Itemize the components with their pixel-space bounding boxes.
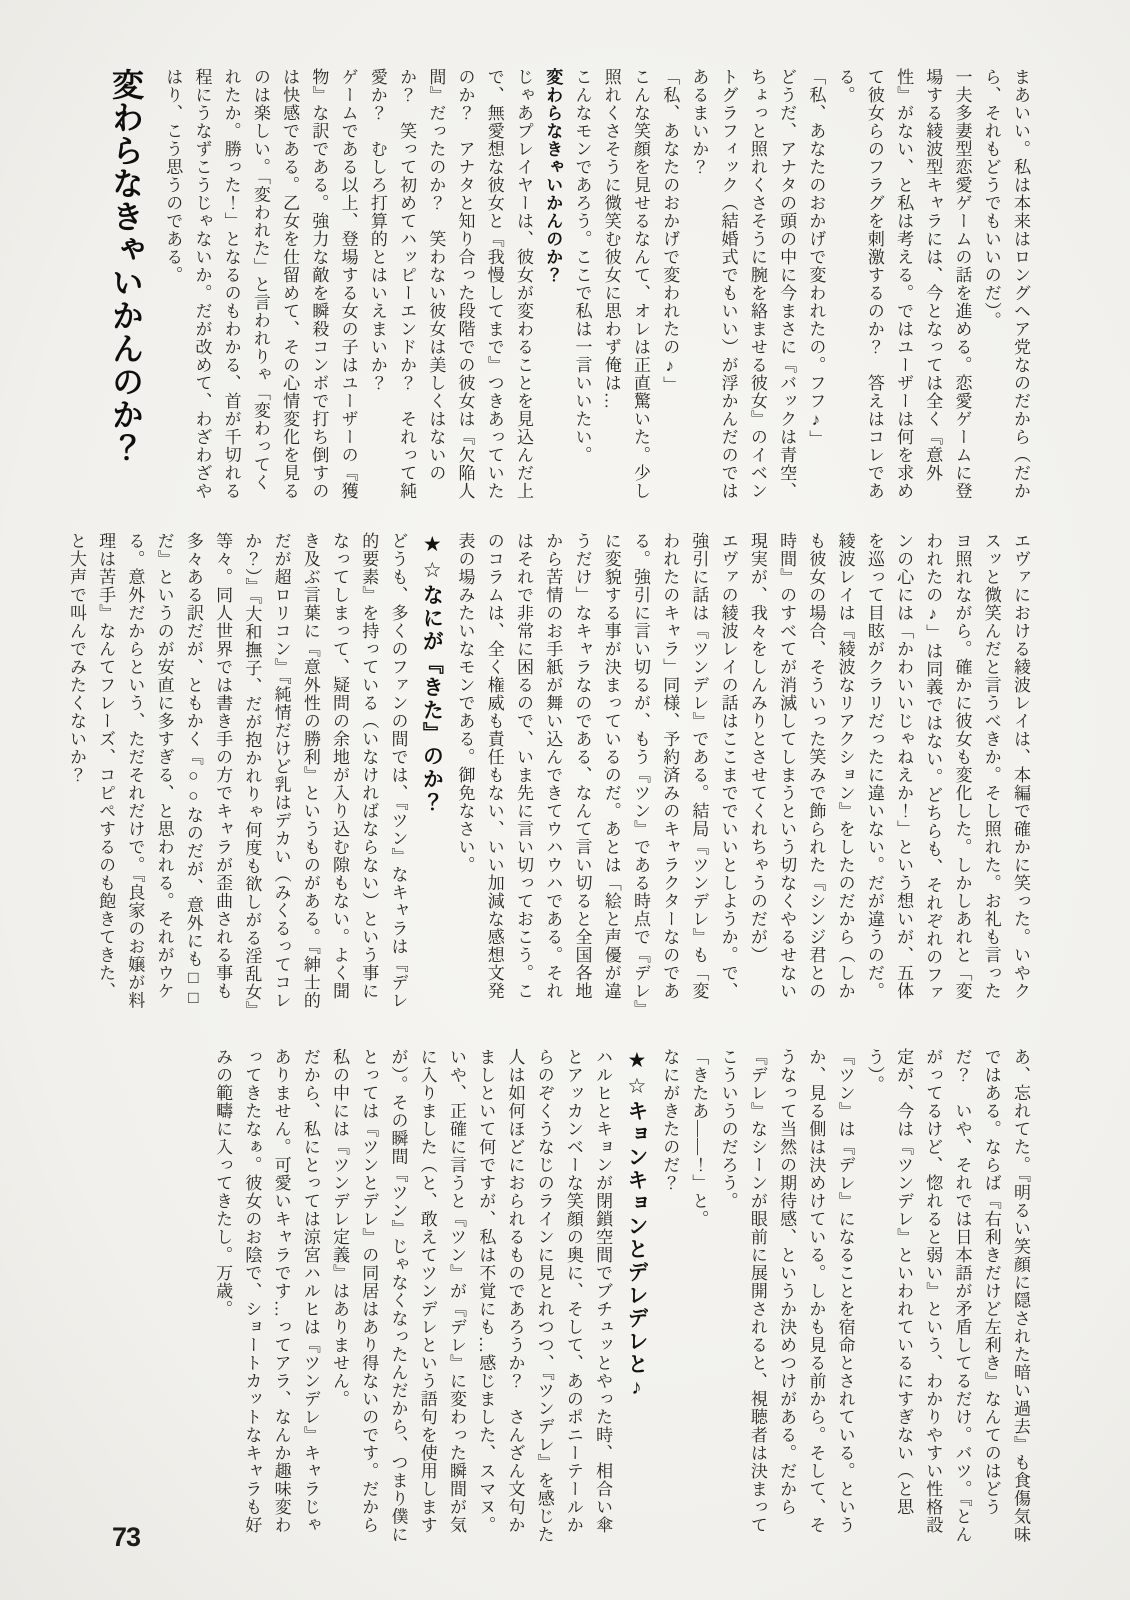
paragraph: じゃあプレイヤーは、彼女が変わることを見込んだ上で、無愛想な彼女と『我慢してまで』つきあっていたのか？ アナタと知り合った段階での彼女は『欠陥人間』だったのか？ 笑わない彼女は美しくはないのか？ 笑って初めてハッピーエンドか？ それって純愛か？ むしろ打算的とはいえまいか？ <box>367 68 534 500</box>
paragraph: なにがきたのだ？ <box>660 1048 680 1192</box>
paragraph: ゲームである以上、登場する女の子はユーザーの『獲物』な訳である。強力な敵を瞬殺コンボで打ち倒すのは快感である。乙女を仕留めて、その心情変化を見るのは楽しい。「変われた」と言われりゃ「変わってくれたか。勝った！」となるのもわかる、首が千切れる程にうなずこうじゃないか。だが改めて、わざわざやはり、こう思うのである。 <box>163 68 358 500</box>
star-heading: ★☆なにが『きた』のか？ <box>420 532 444 814</box>
paragraph: エヴァの綾波レイの話はここまででいいとしようか。で、強引に話は『ツンデレ』である。結局『ツンデレ』も「変われたのキャラ」同様、予約済みのキャラクターなのである。強引に言い切るが、もう『ツン』である時点で『デレ』に変貌する事が決まっているのだ。あとは「絵と声優が違うだけ」なキャラなのである、なんて言い切ると全国各地から苦情のお手紙が舞い込んできてウハウハである。それはそれで非常に困るので、いま先に言い切っておこう。このコラムは、全く権威も責任もない、いい加減な感想文発表の場みたいなモンである。御免なさい。 <box>455 532 738 1010</box>
paragraph: いや、正確に言うと『ツン』が『デレ』に変わった瞬間が気に入りました（と、敢えてツンデレという語句を使用しますが）。その瞬間『ツン』じゃなくなったんだから、つまり僕にとっては『ツンとデレ』の同居はあり得ないのです。だから私の中には『ツンデレ定義』はありません。 <box>330 1048 466 1544</box>
paragraph: こんな笑顔を見せるなんて、オレは正直驚いた。少し照れくさそうに微笑む彼女に思わず俺は… <box>601 68 650 500</box>
dialogue-line: 「私、あなたのおかげで変われたの。フフ♪」 <box>806 68 826 448</box>
paragraph: こんなモンであろう。ここで私は一言いいたい。 <box>572 68 592 464</box>
inline-emphasis-heading: 変わらなきゃいかんのか？ <box>543 68 563 284</box>
section-headline: 変わらなきゃいかんのか？ <box>107 68 144 464</box>
page-number: 73 <box>112 1522 141 1552</box>
dialogue-line: 「きたあ――！」と。 <box>689 1048 709 1228</box>
paragraph: 一夫多妻型恋愛ゲームの話を進める。恋愛ゲームに登場する綾波型キャラには、今となっては全く『意外性』がない、と私は考える。ではユーザーは何を求めて彼女らのフラグを刺激するのか？ 答えはコレである。 <box>835 68 972 500</box>
text-band-top <box>95 68 1035 504</box>
star-heading: ★☆キョンキョンとデレデレと♪ <box>624 1048 648 1401</box>
paragraph: 『ツン』は『デレ』になることを宿命とされている。というか、見る側は決めけている。しかも見る前から。そして、そうなって当然の期待感、というか決めつけがある。だから『デレ』なシーンが眼前に展開されると、視聴者は決まってこういうのだろう。 <box>718 1048 855 1534</box>
dialogue-line: 「私、あなたのおかげで変われたの♪」 <box>660 68 680 394</box>
text-band-bottom <box>95 1048 1035 1548</box>
paragraph: まあいい。私は本来はロングヘア党なのだから（だから、それもどうでもいいのだ）。 <box>981 68 1030 500</box>
paragraph: エヴァにおける綾波レイは、本編で確かに笑った。いやクスッと微笑んだと言うべきか。そし照れた。お礼も言ったヨ照れながら。確かに彼女も変化した。しかしあれと「変われたの♪」は同義ではない。どちらも、それぞれのファンの心には「かわいいじゃねえか！」という想いが、五体を巡って目眩がクラリだったに違いない。だが違うのだ。綾波レイは『綾波なリアクション』をしたのだから（しかも彼女の場合、そういった笑みで飾られた『シンジ君との時間』のすべてが消滅してしまうという切なくやるせない現実が、我々をしんみりとさせてくれちゃうのだが） <box>747 532 1030 1002</box>
text-band-middle <box>66 532 1035 1014</box>
paragraph: どうも、多くのファンの間では、『ツン』なキャラは『デレ的要素』を持っている（いなければならない）という事になってしまって、疑問の余地が入り込む隙もない。よく聞き及ぶ言葉に『意外性の勝利』というものがある。『紳士的だが超ロリコン』『純情だけど乳はデカい（みくるってコレか？）』『大和撫子、だが抱かれりゃ何度も欲しがる淫乱女』等々。同人世界では書き手の方でキャラが歪曲される事も多々ある訳だが、ともかく『○○なのだが、意外にも□□だ』というのが安直に多すぎる、と思われる。それがウケる。意外だからという、ただそれだけで。『良家のお嬢が料理は苦手』なんてフレーズ、コピペするのも飽きてきた、と大声で叫んでみたくないか？ <box>66 532 408 1011</box>
paragraph: だから、私にとっては涼宮ハルヒは『ツンデレ』キャラじゃありません。可愛いキャラです…ってアラ、なんか趣味変わってきたなぁ。彼女のお陰で、ショートカットなキャラも好みの範疇に入ってきたし。万歳。 <box>213 1048 320 1534</box>
paragraph: あ、忘れてた。『明るい笑顔に隠された暗い過去』も食傷気味ではある。ならば『右利きだけど左利き』なんてのはどうだ？ いや、それでは日本語が矛盾してるだけ。バツ。『とんがってるけど、惚れると弱い』という、わかりやすい性格設定が、今は『ツンデレ』といわれているにすぎない（と思う）。 <box>864 1048 1030 1544</box>
paragraph: どうだ、アナタの頭の中に今まさに『バックは青空、ちょっと照れくさそうに腕を絡ませる彼女』のイベントグラフィック（結婚式でもいい）が浮かんだのではあるまいか？ <box>689 68 797 500</box>
paragraph: ハルヒとキョンが閉鎖空間でブチュッとやった時、相合い傘とアッカンベーな笑顔の奥に、そして、あのポニーテールからのぞくうなじのラインに見とれつつ、『ツンデレ』を感じた人は如何ほどにおられるものであろうか？ さんざん文句かましといて何ですが、私は不覚にも…感じました、スマヌ。 <box>476 1048 613 1544</box>
